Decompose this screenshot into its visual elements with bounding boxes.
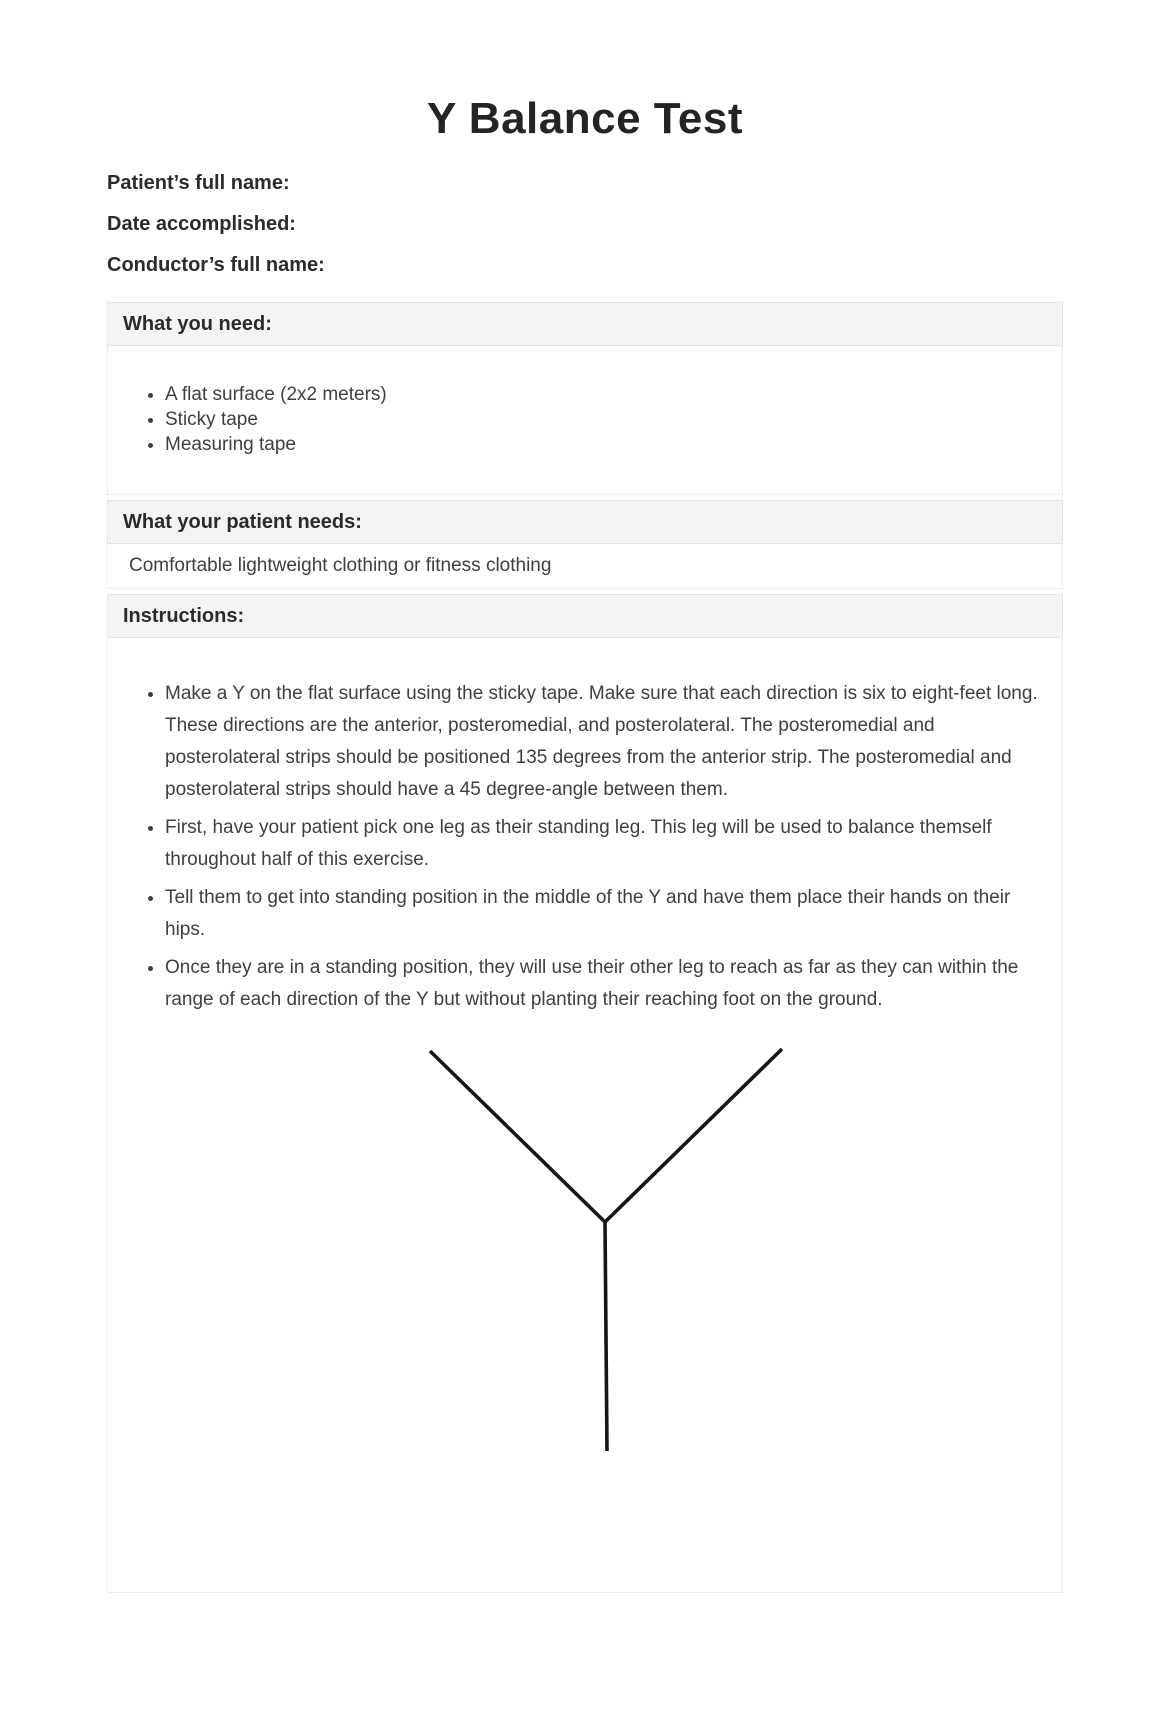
list-item: • Make a Y on the flat surface using the sticky tape. Make sure that each direction is six to eight-feet long. These directions are the anterior, posteromedial, and posterolateral. The posteromedial and posterolateral strips should be positioned 135 degrees from the anterior strip. The posteromedial and posterolateral strips should have a 45 degree-angle between them. — [165, 678, 1054, 806]
field-label-conductor-name: Conductor’s full name: — [107, 254, 325, 277]
section-what-your-patient-needs — [107, 500, 1063, 589]
section-body-instructions — [107, 638, 1063, 1593]
section-body-what-you-need — [107, 346, 1063, 495]
section-body-what-your-patient-needs: Comfortable lightweight clothing or fitness clothing — [107, 544, 1063, 589]
list-item: • Tell them to get into standing position in the middle of the Y and have them place their hands on their hips. — [165, 882, 1054, 946]
y-stem-line — [605, 1222, 607, 1451]
document-page — [0, 95, 1176, 1725]
list-item: • A flat surface (2x2 meters) — [165, 383, 1052, 408]
header-fields — [107, 173, 1063, 275]
what-you-need-list — [108, 383, 1052, 457]
list-item: • Measuring tape — [165, 433, 1052, 458]
page-title: Y Balance Test — [427, 94, 743, 143]
list-item: • Once they are in a standing position, they will use their other leg to reach as far as they can within the range of each direction of the Y but without planting their reaching foot on the ground. — [165, 952, 1054, 1016]
list-item: • Sticky tape — [165, 408, 1052, 433]
sections-container — [107, 302, 1063, 1593]
y-shape-diagram — [108, 1042, 1064, 1462]
field-label-patient-name: Patient’s full name: — [107, 172, 290, 195]
y-branches-line — [430, 1049, 782, 1222]
section-header-what-your-patient-needs: What your patient needs: — [107, 500, 1063, 544]
y-diagram-container — [108, 1042, 1054, 1462]
list-item: • First, have your patient pick one leg as their standing leg. This leg will be used to balance themself throughout half of this exercise. — [165, 812, 1054, 876]
section-instructions — [107, 594, 1063, 1593]
section-header-instructions: Instructions: — [107, 594, 1063, 638]
section-what-you-need — [107, 302, 1063, 495]
instructions-list — [108, 678, 1054, 1015]
section-header-what-you-need: What you need: — [107, 302, 1063, 346]
field-label-date-accomplished: Date accomplished: — [107, 213, 296, 236]
